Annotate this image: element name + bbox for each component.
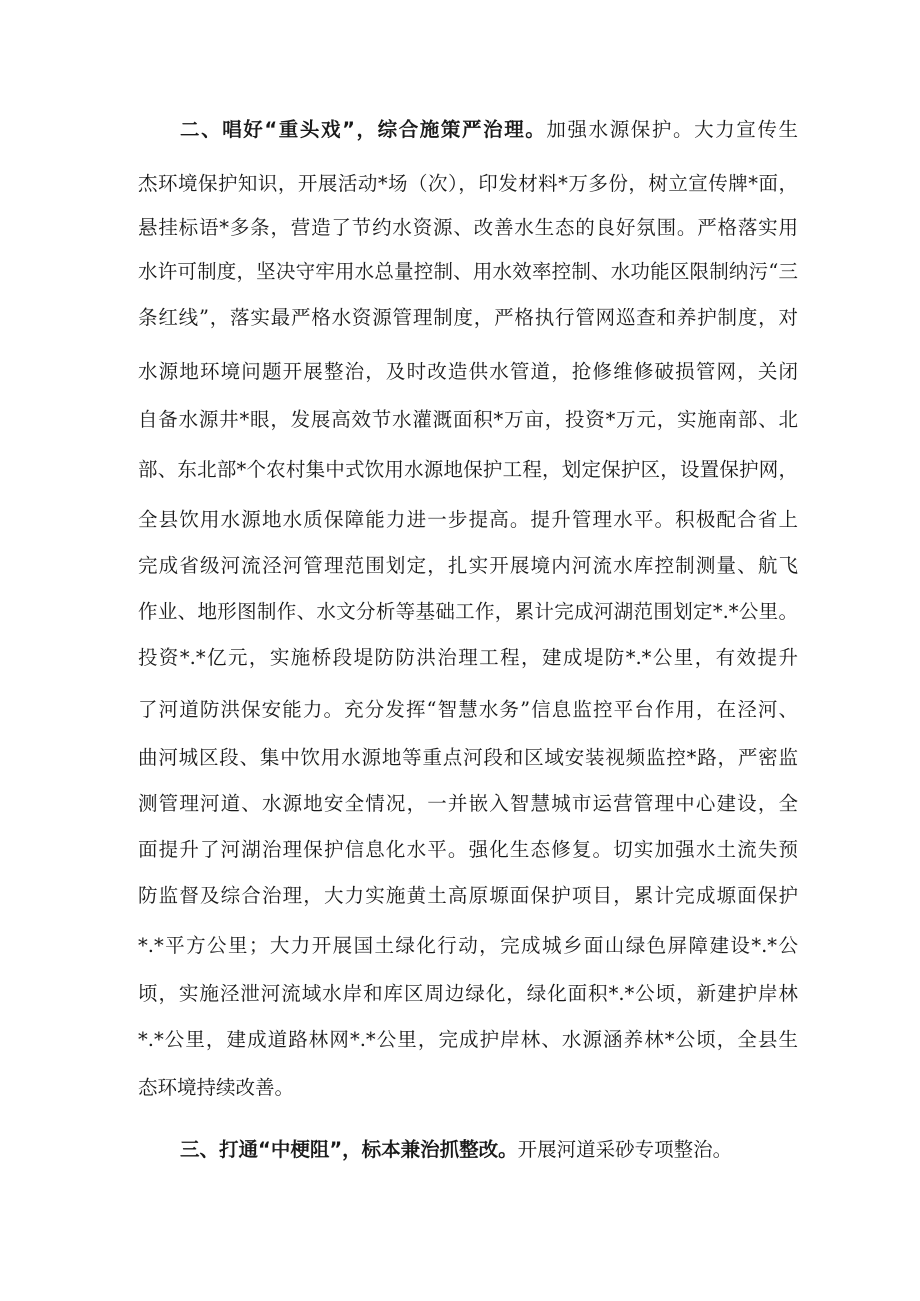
paragraph-line: 面提升了河湖治理保护信息化水平。强化生态修复。切实加强水土流失预 bbox=[138, 838, 798, 861]
paragraph-line: 曲河城区段、集中饮用水源地等重点河段和区域安装视频监控*路，严密监 bbox=[138, 746, 798, 769]
paragraph-line: *.*平方公里；大力开展国土绿化行动，完成城乡面山绿色屏障建设*.*公 bbox=[138, 934, 798, 957]
section2-first-line bbox=[180, 108, 798, 152]
paragraph-line: 杰环境保护知识，开展活动*场（次），印发材料*万多份，树立宣传牌*面， bbox=[138, 172, 798, 195]
paragraph-line: 自备水源井*眼，发展高效节水灌溉面积*万亩，投资*万元，实施南部、北 bbox=[138, 408, 798, 431]
paragraph-line: 完成省级河流泾河管理范围划定，扎实开展境内河流水库控制测量、航飞 bbox=[138, 554, 798, 577]
section3-first-line bbox=[180, 1128, 798, 1172]
paragraph-line: 防监督及综合治理，大力实施黄土高原塬面保护项目，累计完成塬面保护 bbox=[138, 884, 798, 907]
paragraph-line: 水许可制度，坚决守牢用水总量控制、用水效率控制、水功能区限制纳污“三 bbox=[138, 260, 798, 283]
section3-text: 开展河道采砂专项整治。 bbox=[517, 1138, 733, 1161]
paragraph-line: 条红线”，落实最严格水资源管理制度，严格执行管网巡查和养护制度，对 bbox=[138, 306, 798, 329]
paragraph-line: 悬挂标语*多条，营造了节约水资源、改善水生态的良好氛围。严格落实用 bbox=[138, 216, 798, 239]
paragraph-line: 顷，实施泾泄河流域水岸和库区周边绿化，绿化面积*.*公顷，新建护岸林 bbox=[138, 982, 798, 1005]
paragraph-line: 测管理河道、水源地安全情况，一并嵌入智慧城市运营管理中心建设，全 bbox=[138, 792, 798, 815]
paragraph-line: 态环境持续改善。 bbox=[138, 1076, 295, 1099]
section2-text: 加强水源保护。大力宣传生 bbox=[546, 118, 798, 141]
paragraph-line: *.*公里，建成道路林网*.*公里，完成护岸林、水源涵养林*公顷，全县生 bbox=[138, 1028, 798, 1051]
paragraph-line: 投资*.*亿元，实施桥段堤防防洪治理工程，建成堤防*.*公里，有效提升 bbox=[138, 646, 798, 669]
section3-heading: 三、打通“中梗阻”，标本兼治抓整改。 bbox=[180, 1138, 518, 1161]
paragraph-line: 水源地环境问题开展整治，及时改造供水管道，抢修维修破损管网，关闭 bbox=[138, 360, 798, 383]
paragraph-line: 全县饮用水源地水质保障能力进一步提高。提升管理水平。积极配合省上 bbox=[138, 508, 798, 531]
section2-heading: 二、唱好“重头戏”，综合施策严治理。 bbox=[180, 118, 547, 141]
paragraph-line: 了河道防洪保安能力。充分发挥“智慧水务”信息监控平台作用，在泾河、 bbox=[138, 698, 798, 721]
paragraph-line: 部、东北部*个农村集中式饮用水源地保护工程，划定保护区，设置保护网， bbox=[138, 458, 798, 481]
paragraph-line: 作业、地形图制作、水文分析等基础工作，累计完成河湖范围划定*.*公里。 bbox=[138, 600, 798, 623]
